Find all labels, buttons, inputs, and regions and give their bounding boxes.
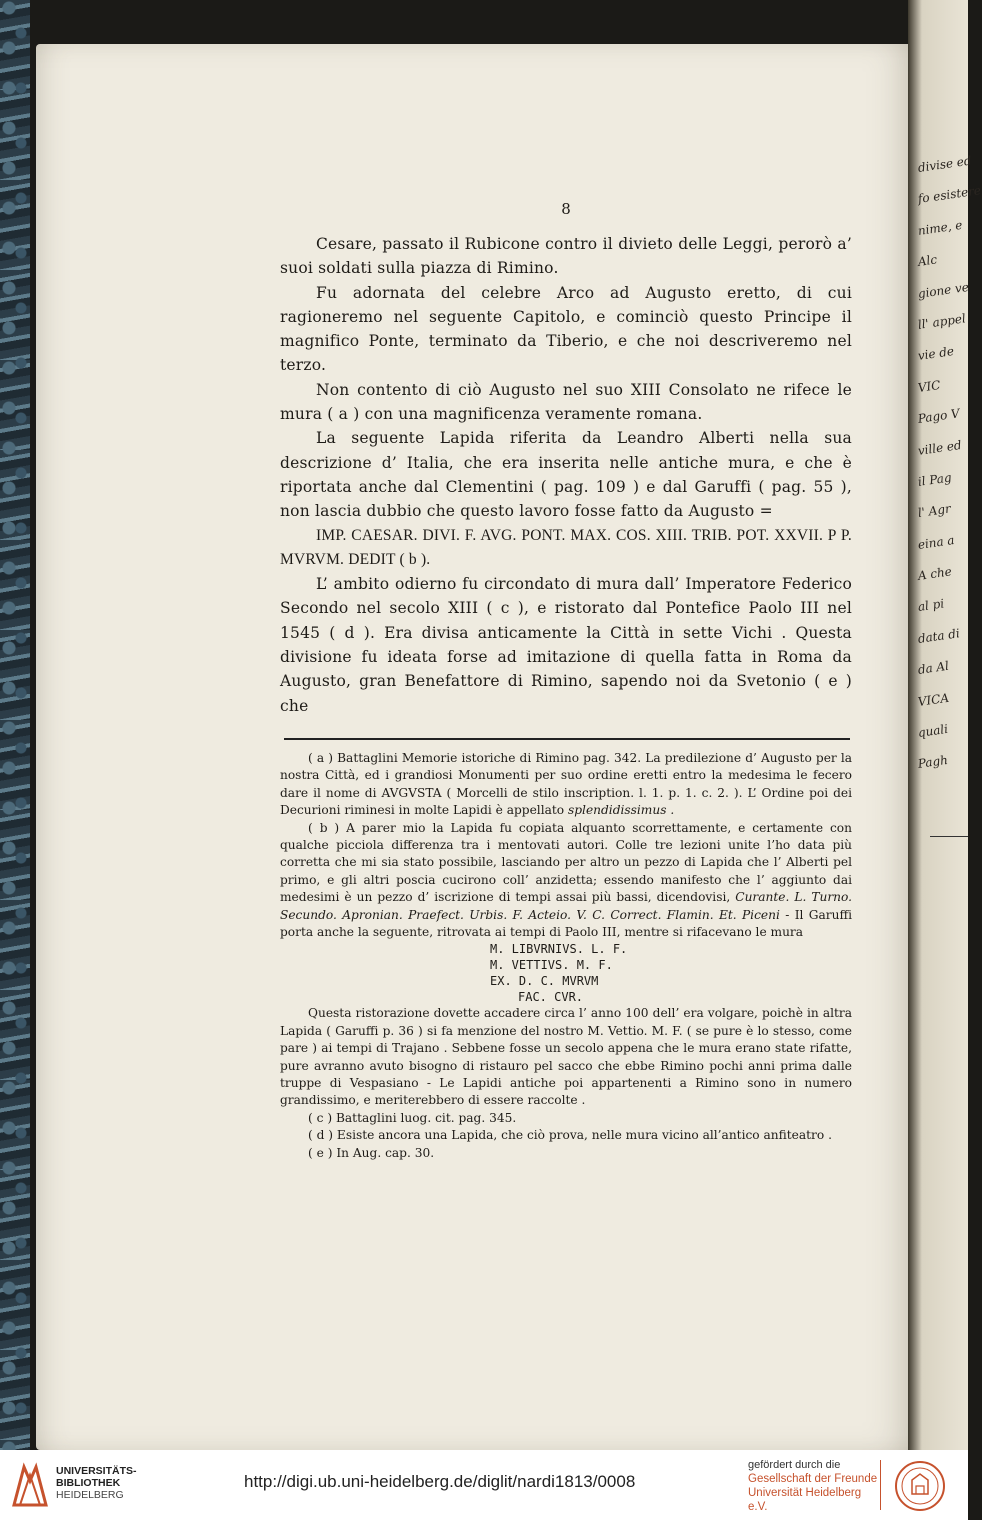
inscription-text: IMP. CAESAR. DIVI. F. AVG. PONT. MAX. COS. XIII. TRIB. POT. XXVII. P P. MVRVM. DEDIT ( b ). bbox=[280, 526, 852, 568]
footnotes bbox=[280, 750, 852, 1162]
sponsor-credit[interactable]: gefördert durch die Gesellschaft der Freunde Universität Heidelberg e.V. bbox=[748, 1459, 878, 1513]
next-page-fragment: Alc bbox=[916, 252, 938, 270]
next-page-fragment: data di bbox=[916, 626, 961, 646]
lapida-line: M. VETTIVS. M. F. bbox=[490, 958, 613, 973]
footnote-b-continuation: Questa ristorazione dovette accadere circa l’ anno 100 dell’ era volgare, poichè in altra Lapida ( Garuffi p. 36 ) si fa menzione del nostro M. Vettio. M. F. ( se pure è lo stesso, come pare ) ai tempi di Trajano . Sebbene fosse un secolo appena che le mura erano state rifatte, pure avranno avuto bisogno di ristauro pel sacco che ebbe Rimino pochi anni prima dalle truppe di Vespasiano - Le Lapidi antiche poi appartenenti a Rimino sono in numero grandissimo, e meriterebbero di essere raccolte . bbox=[280, 1006, 852, 1108]
paragraph: Non contento di ciò Augusto nel suo XIII Consolato ne rifece le mura ( a ) con una magnificenza veramente romana. bbox=[280, 380, 852, 424]
next-page-fragment: Pagh bbox=[916, 753, 949, 772]
library-logo-icon[interactable] bbox=[10, 1461, 50, 1509]
footnote-b: ( b ) A parer mio la Lapida fu copiata alquanto scorrettamente, e certamente con qualche picciola differenza tra i mentovati autori. Colle tre lezioni unite l’ho data più corretta che mi sia stato possibile, lasciando per altro un pezzo di Lapida che l’ Alberti pel primo, e gli altri poscia cucirono coll’ anzidetta; essendo manifesto che l’ aggiunto dai medesimi è un pezzo d’ iscrizione di tempi assai più bassi, dicendovisi, Curante. L. Turno. Secundo. Apronian. Praefect. Urbis. F. Acteio. V. C. Correct. Flamin. Et. Piceni - Il Garuffi porta anche la seguente, ritrovata ai tempi di Paolo III, mentre si rifacevano le mura bbox=[280, 820, 853, 939]
next-page-fragment: ll' appel bbox=[916, 311, 967, 332]
next-page-fragment: VIC bbox=[916, 377, 942, 395]
page-number: 8 bbox=[561, 200, 571, 218]
library-name[interactable]: UNIVERSITÄTS- BIBLIOTHEK HEIDELBERG bbox=[56, 1465, 137, 1501]
next-page-fragment: ville ed bbox=[916, 437, 963, 458]
footnote-e: ( e ) In Aug. cap. 30. bbox=[308, 1145, 435, 1160]
next-page-fragment: vie de bbox=[916, 344, 955, 364]
next-page-fragment: il Pag bbox=[916, 470, 953, 489]
page-content bbox=[280, 200, 852, 1162]
main-text bbox=[280, 232, 852, 718]
paragraph: Fu adornata del celebre Arco ad Augusto eretto, di cui ragioneremo nel seguente Capitolo, e cominciò questo Principe il magnifico Ponte, terminato da Tiberio, e che noi descriveremo nel terzo. bbox=[280, 283, 852, 375]
next-page-fragment: fo esistere bbox=[916, 183, 982, 207]
next-page-fragment: l' Agr bbox=[916, 501, 952, 521]
next-page-fragment: nime, e bbox=[916, 217, 964, 238]
lapida-line: EX. D. C. MVRVM bbox=[490, 974, 599, 989]
paragraph: L’ ambito odierno fu circondato di mura dall’ Imperatore Federico Secondo nel secolo XIII ( c ), e ristorato dal Pontefice Paolo III nel 1545 ( d ). Era divisa anticamente la Città in sette Vichi . Questa divisione fu ideata forse ad imitazione di quella fatta in Roma da Augusto, gran Benefattore di Rimino, sapendo noi da Svetonio ( e ) che bbox=[280, 575, 852, 715]
next-page-fragment: divise ed bbox=[916, 153, 973, 175]
footnote-c: ( c ) Battaglini luog. cit. pag. 345. bbox=[308, 1110, 517, 1125]
next-page-fragment: al pi bbox=[916, 596, 945, 615]
sponsor-divider bbox=[880, 1460, 881, 1510]
lapida-line: FAC. CVR. bbox=[518, 990, 584, 1005]
viewer-footer bbox=[0, 1450, 968, 1520]
next-page-edge-text bbox=[916, 153, 982, 1420]
permalink-url[interactable]: http://digi.ub.uni-heidelberg.de/diglit/nardi1813/0008 bbox=[244, 1472, 636, 1491]
next-page-fragment: quali bbox=[916, 721, 949, 740]
next-page-fragment: da Al bbox=[916, 658, 950, 678]
paragraph: La seguente Lapida riferita da Leandro Alberti nella sua descrizione d’ Italia, che era inserita nelle antiche mura, e che è riportata anche dal Clementini ( pag. 109 ) e dal Garuffi ( pag. 55 ), non lascia dubbio che questo lavoro fosse fatto da Augusto = bbox=[280, 429, 852, 521]
footnote-rule bbox=[284, 738, 850, 740]
footnote-d: ( d ) Esiste ancora una Lapida, che ciò prova, nelle mura vicino all’antico anfiteatro . bbox=[308, 1128, 832, 1143]
marbled-endpaper bbox=[0, 0, 30, 1450]
society-seal-icon[interactable] bbox=[894, 1460, 946, 1512]
next-page-fragment: eina a bbox=[916, 532, 956, 552]
next-page-fragment: Pago V bbox=[916, 406, 961, 427]
footnote-a: ( a ) Battaglini Memorie istoriche di Rimino pag. 342. La predilezione d’ Augusto per la nostra Città, ed i grandiosi Monumenti per suo ordine eretti entro la medesima le fecero dare il nome di AVGVSTA ( Morcelli de stilo inscription. l. 1. p. 1. c. 2. ). L’ Ordine poi dei Decurioni riminesi in molte Lapidi è appellato splendidissimus . bbox=[280, 750, 852, 818]
next-page-fragment: VICA bbox=[916, 690, 950, 709]
next-page-fragment: A che bbox=[916, 564, 953, 584]
next-page-fragment: gione ve bbox=[916, 279, 970, 301]
paragraph: Cesare, passato il Rubicone contro il divieto delle Leggi, perorò a’ suoi soldati sulla piazza di Rimino. bbox=[280, 235, 852, 278]
lapida-line: M. LIBVRNIVS. L. F. bbox=[490, 942, 628, 957]
